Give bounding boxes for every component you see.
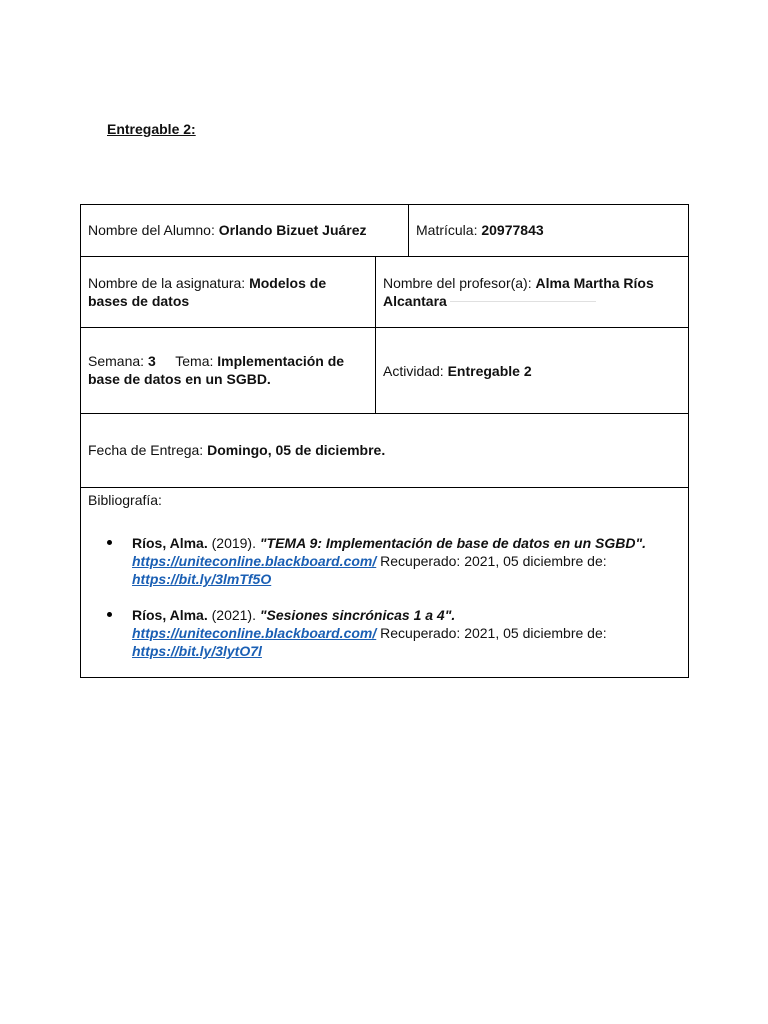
student-name-label: Nombre del Alumno: — [88, 222, 215, 238]
entry-title: "Sesiones sincrónicas 1 a 4". — [259, 607, 456, 623]
document-heading: Entregable 2: — [107, 121, 196, 137]
teacher-cell — [375, 256, 689, 328]
teacher-text — [383, 274, 682, 310]
entry-author: Ríos, Alma. — [132, 535, 208, 551]
student-id-label: Matrícula: — [416, 222, 478, 238]
student-id-cell — [408, 204, 689, 257]
activity-cell — [375, 327, 689, 414]
topic-value-line1: Implementación de — [217, 353, 345, 369]
entry-title: "TEMA 9: Implementación de base de datos en un SGBD". — [259, 535, 647, 551]
entry-year: (2021). — [211, 607, 256, 623]
delivery-date-cell — [80, 413, 689, 488]
topic-label: Tema: — [175, 353, 214, 369]
student-name-value: Orlando Bizuet Juárez — [218, 222, 367, 238]
student-id-value: 20977843 — [481, 222, 544, 238]
subject-value-line1: Modelos de — [249, 275, 327, 291]
teacher-value-line1: Alma Martha Ríos — [535, 275, 654, 291]
activity-label: Actividad: — [383, 363, 444, 379]
bibliography-label: Bibliografía: — [88, 492, 162, 508]
bullet-icon — [107, 540, 112, 545]
week-topic-text — [88, 352, 369, 388]
student-name-cell — [80, 204, 409, 257]
week-label: Semana: — [88, 353, 145, 369]
student-name-line — [88, 221, 402, 239]
entry-author: Ríos, Alma. — [132, 607, 208, 623]
student-id-line — [416, 221, 682, 239]
entry-source-link[interactable]: https://uniteconline.blackboard.com/ — [132, 625, 377, 641]
bibliography-cell — [80, 487, 689, 678]
entry-retrieved: Recuperado: 2021, 05 diciembre de: — [380, 553, 607, 569]
faint-rule — [450, 301, 596, 302]
activity-value: Entregable 2 — [447, 363, 532, 379]
week-value: 3 — [147, 353, 156, 369]
teacher-label: Nombre del profesor(a): — [383, 275, 532, 291]
activity-line — [383, 362, 682, 380]
delivery-date-line — [88, 441, 682, 459]
entry-short-link[interactable]: https://bit.ly/3lytO7l — [132, 643, 262, 659]
bullet-icon — [107, 612, 112, 617]
subject-value-line2: bases de datos — [88, 293, 190, 309]
subject-label: Nombre de la asignatura: — [88, 275, 246, 291]
bibliography-list — [81, 534, 688, 678]
entry-short-link[interactable]: https://bit.ly/3lmTf5O — [132, 571, 272, 587]
subject-text — [88, 274, 369, 310]
delivery-date-label: Fecha de Entrega: — [88, 442, 204, 458]
subject-cell — [80, 256, 376, 328]
week-topic-cell — [80, 327, 376, 414]
entry-retrieved: Recuperado: 2021, 05 diciembre de: — [380, 625, 607, 641]
entry-source-link[interactable]: https://uniteconline.blackboard.com/ — [132, 553, 377, 569]
bibliography-entry — [81, 606, 688, 660]
delivery-date-value: Domingo, 05 de diciembre. — [207, 442, 386, 458]
teacher-value-line2: Alcantara — [383, 293, 447, 309]
entry-year: (2019). — [211, 535, 256, 551]
bibliography-entry — [81, 534, 688, 588]
topic-value-line2: base de datos en un SGBD. — [88, 371, 271, 387]
